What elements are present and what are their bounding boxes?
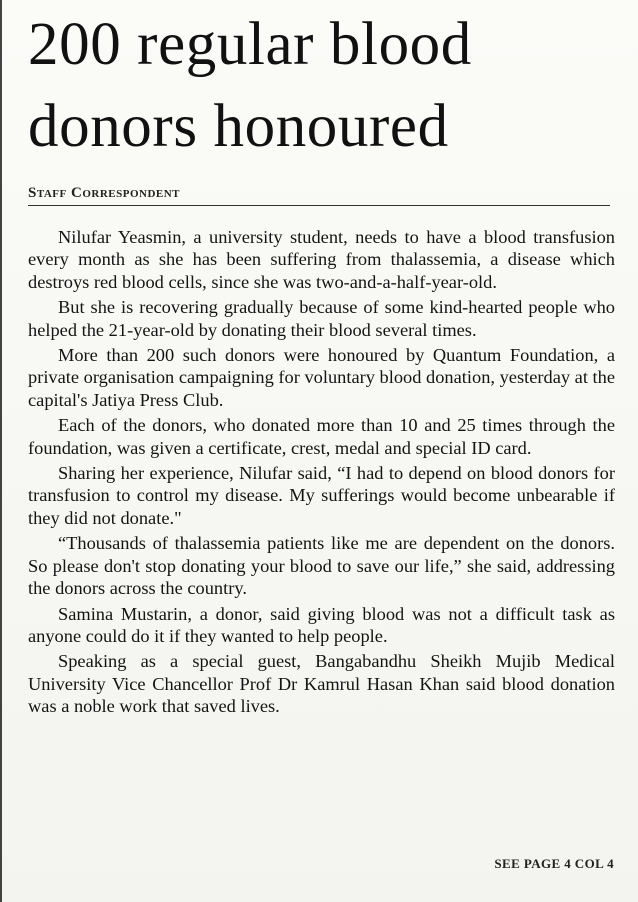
continuation-tag: SEE PAGE 4 COL 4 <box>494 856 614 871</box>
paragraph: Samina Mustarin, a donor, said giving blood was not a difficult task as anyone could do it if they wanted to help people. <box>28 603 615 646</box>
paragraph: More than 200 such donors were honoured by Quantum Foundation, a private organisation campaigning for voluntary blood donation, yesterday at the capital's Jatiya Press Club. <box>28 345 615 410</box>
paragraph: Each of the donors, who donated more than 10 and 25 times through the foundation, was given a certificate, crest, medal and special ID card. <box>28 415 615 458</box>
paragraph: Speaking as a special guest, Bangabandhu Sheikh Mujib Medical University Vice Chancellor Prof Dr Kamrul Hasan Khan said blood donation was a noble work that saved lives. <box>28 651 615 717</box>
left-column-rule <box>0 0 2 902</box>
byline: Staff Correspondent <box>28 185 181 201</box>
headline-line-2: donors honoured <box>28 93 449 160</box>
paragraph: But she is recovering gradually because of some kind-hearted people who helped the 21-year-old by donating their blood several times. <box>28 297 615 340</box>
paragraph: Sharing her experience, Nilufar said, “I had to depend on blood donors for transfusion to control my disease. My sufferings would become unbearable if they did not donate." <box>28 463 615 528</box>
byline-divider <box>28 205 610 206</box>
headline-line-1: 200 regular blood <box>28 11 472 78</box>
paragraph: “Thousands of thalassemia patients like me are dependent on the donors. So please don't stop donating your blood to save our life,” she said, addressing the donors across the country. <box>28 533 615 599</box>
paragraph: Nilufar Yeasmin, a university student, needs to have a blood transfusion every month as she has been suffering from thalassemia, a disease which destroys red blood cells, since she was two-and-a-half-year-old. <box>28 227 615 292</box>
article-body <box>28 226 615 721</box>
headline <box>28 4 628 168</box>
